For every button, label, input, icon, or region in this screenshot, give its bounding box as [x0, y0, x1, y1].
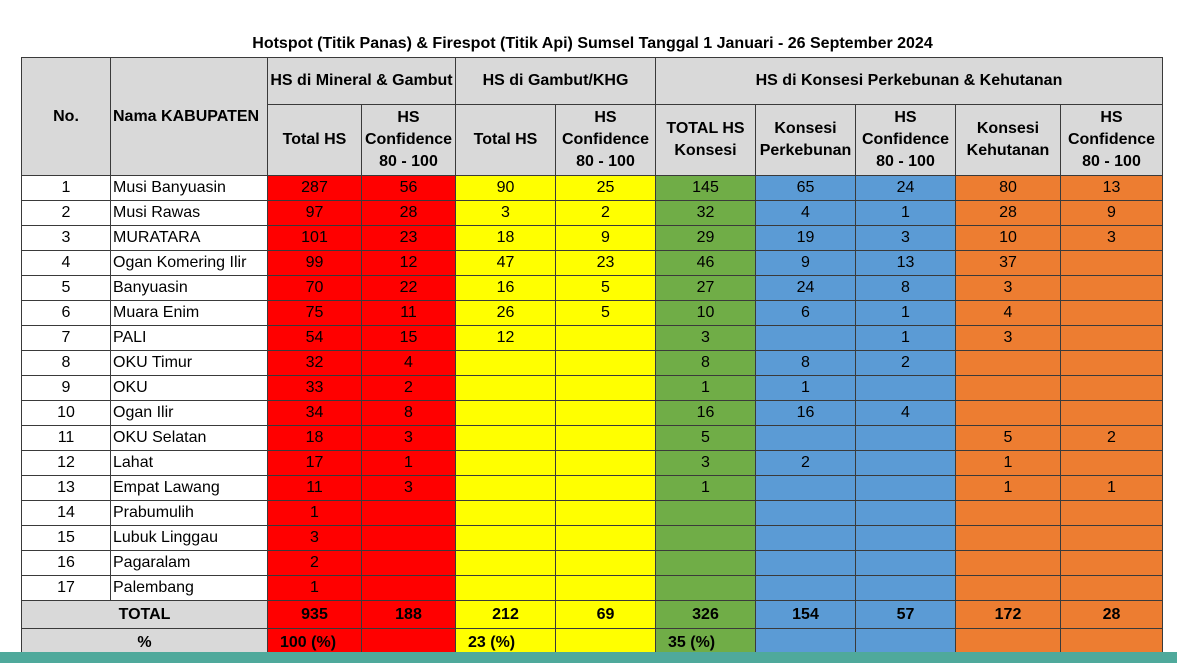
kabupaten-name: Lubuk Linggau [111, 526, 268, 551]
cell-perkebunan-conf [856, 526, 956, 551]
cell-mineral-conf: 11 [362, 301, 456, 326]
cell-perkebunan-conf: 1 [856, 301, 956, 326]
cell-gambut-conf: 2 [556, 201, 656, 226]
cell-gambut-conf [556, 476, 656, 501]
cell-mineral-total: 33 [268, 376, 362, 401]
header-mineral-conf: HS Confidence 80 - 100 [362, 105, 456, 176]
cell-mineral-total: 3 [268, 526, 362, 551]
cell-gambut-conf [556, 576, 656, 601]
row-number: 12 [22, 451, 111, 476]
header-konsesi-group: HS di Konsesi Perkebunan & Kehutanan [656, 58, 1163, 105]
row-number: 17 [22, 576, 111, 601]
total-mineral-total: 935 [268, 601, 362, 629]
cell-perkebunan-conf: 1 [856, 326, 956, 351]
cell-kehutanan-conf [1061, 401, 1163, 426]
cell-konsesi-kehutanan: 3 [956, 326, 1061, 351]
kabupaten-name: Prabumulih [111, 501, 268, 526]
table-row [22, 451, 1163, 476]
footer-bar [0, 652, 1177, 663]
cell-gambut-total: 18 [456, 226, 556, 251]
table-row [22, 326, 1163, 351]
cell-kehutanan-conf [1061, 351, 1163, 376]
table-row [22, 276, 1163, 301]
cell-mineral-conf: 1 [362, 451, 456, 476]
cell-konsesi-kehutanan [956, 376, 1061, 401]
cell-perkebunan-conf: 24 [856, 176, 956, 201]
cell-konsesi-perkebunan [756, 551, 856, 576]
cell-konsesi-kehutanan: 3 [956, 276, 1061, 301]
kabupaten-name: Palembang [111, 576, 268, 601]
percent-gambut-total: 23 (%) [456, 629, 556, 657]
cell-konsesi-total: 5 [656, 426, 756, 451]
kabupaten-name: Pagaralam [111, 551, 268, 576]
cell-mineral-total: 70 [268, 276, 362, 301]
cell-mineral-conf [362, 526, 456, 551]
percent-mineral-total: 100 (%) [268, 629, 362, 657]
cell-perkebunan-conf: 3 [856, 226, 956, 251]
kabupaten-name: Musi Banyuasin [111, 176, 268, 201]
cell-konsesi-kehutanan: 10 [956, 226, 1061, 251]
cell-konsesi-kehutanan: 5 [956, 426, 1061, 451]
cell-konsesi-total: 8 [656, 351, 756, 376]
cell-gambut-conf [556, 326, 656, 351]
cell-konsesi-perkebunan: 19 [756, 226, 856, 251]
cell-gambut-total: 90 [456, 176, 556, 201]
total-perkebunan-conf: 57 [856, 601, 956, 629]
cell-kehutanan-conf [1061, 451, 1163, 476]
cell-gambut-total: 47 [456, 251, 556, 276]
kabupaten-name: Ogan Ilir [111, 401, 268, 426]
cell-konsesi-total: 1 [656, 476, 756, 501]
cell-perkebunan-conf [856, 426, 956, 451]
kabupaten-name: Lahat [111, 451, 268, 476]
cell-mineral-conf: 2 [362, 376, 456, 401]
cell-gambut-conf [556, 376, 656, 401]
cell-mineral-total: 11 [268, 476, 362, 501]
cell-konsesi-total: 145 [656, 176, 756, 201]
cell-mineral-total: 97 [268, 201, 362, 226]
cell-mineral-total: 75 [268, 301, 362, 326]
table-row [22, 501, 1163, 526]
cell-kehutanan-conf: 13 [1061, 176, 1163, 201]
cell-perkebunan-conf [856, 501, 956, 526]
cell-konsesi-total: 3 [656, 451, 756, 476]
cell-gambut-total: 3 [456, 201, 556, 226]
cell-mineral-total: 18 [268, 426, 362, 451]
cell-konsesi-kehutanan: 80 [956, 176, 1061, 201]
kabupaten-name: Musi Rawas [111, 201, 268, 226]
cell-kehutanan-conf [1061, 551, 1163, 576]
total-row [22, 601, 1163, 629]
header-kehutanan-conf: HS Confidence 80 - 100 [1061, 105, 1163, 176]
cell-konsesi-kehutanan [956, 551, 1061, 576]
cell-konsesi-perkebunan [756, 501, 856, 526]
cell-konsesi-kehutanan: 1 [956, 476, 1061, 501]
total-konsesi-kehutanan: 172 [956, 601, 1061, 629]
table-row [22, 401, 1163, 426]
cell-gambut-total: 26 [456, 301, 556, 326]
cell-gambut-total [456, 351, 556, 376]
header-gambut-conf: HS Confidence 80 - 100 [556, 105, 656, 176]
cell-kehutanan-conf [1061, 376, 1163, 401]
cell-konsesi-kehutanan [956, 401, 1061, 426]
total-gambut-conf: 69 [556, 601, 656, 629]
cell-kehutanan-conf: 3 [1061, 226, 1163, 251]
cell-gambut-total [456, 576, 556, 601]
cell-perkebunan-conf: 2 [856, 351, 956, 376]
page-title: Hotspot (Titik Panas) & Firespot (Titik Api) Sumsel Tanggal 1 Januari - 26 September 2024 [252, 35, 933, 52]
cell-konsesi-perkebunan [756, 476, 856, 501]
cell-konsesi-kehutanan: 28 [956, 201, 1061, 226]
cell-konsesi-total [656, 526, 756, 551]
row-number: 16 [22, 551, 111, 576]
cell-konsesi-total: 32 [656, 201, 756, 226]
row-number: 3 [22, 226, 111, 251]
cell-gambut-total [456, 526, 556, 551]
cell-konsesi-total: 3 [656, 326, 756, 351]
cell-konsesi-perkebunan: 16 [756, 401, 856, 426]
cell-konsesi-kehutanan: 37 [956, 251, 1061, 276]
kabupaten-name: Empat Lawang [111, 476, 268, 501]
total-label: TOTAL [22, 601, 268, 629]
cell-mineral-total: 32 [268, 351, 362, 376]
hotspot-table [21, 57, 1163, 657]
cell-perkebunan-conf: 8 [856, 276, 956, 301]
cell-gambut-conf [556, 451, 656, 476]
table-row [22, 476, 1163, 501]
row-number: 1 [22, 176, 111, 201]
kabupaten-name: PALI [111, 326, 268, 351]
total-konsesi-total: 326 [656, 601, 756, 629]
table-row [22, 301, 1163, 326]
kabupaten-name: OKU Selatan [111, 426, 268, 451]
cell-kehutanan-conf [1061, 251, 1163, 276]
cell-mineral-conf: 4 [362, 351, 456, 376]
cell-gambut-conf [556, 526, 656, 551]
cell-perkebunan-conf [856, 576, 956, 601]
cell-gambut-total [456, 501, 556, 526]
header-no: No. [22, 58, 111, 176]
cell-konsesi-total: 1 [656, 376, 756, 401]
row-number: 5 [22, 276, 111, 301]
total-konsesi-perkebunan: 154 [756, 601, 856, 629]
cell-kehutanan-conf: 2 [1061, 426, 1163, 451]
cell-konsesi-total: 46 [656, 251, 756, 276]
cell-gambut-total [456, 401, 556, 426]
cell-gambut-total [456, 551, 556, 576]
kabupaten-name: MURATARA [111, 226, 268, 251]
cell-mineral-conf [362, 501, 456, 526]
cell-mineral-total: 34 [268, 401, 362, 426]
cell-konsesi-perkebunan [756, 526, 856, 551]
table-row [22, 526, 1163, 551]
cell-konsesi-kehutanan [956, 576, 1061, 601]
cell-gambut-total: 12 [456, 326, 556, 351]
total-mineral-conf: 188 [362, 601, 456, 629]
row-number: 7 [22, 326, 111, 351]
cell-konsesi-total: 27 [656, 276, 756, 301]
table-row [22, 201, 1163, 226]
cell-mineral-conf: 15 [362, 326, 456, 351]
cell-kehutanan-conf [1061, 301, 1163, 326]
cell-gambut-total [456, 451, 556, 476]
header-gambut-group: HS di Gambut/KHG [456, 58, 656, 105]
kabupaten-name: Muara Enim [111, 301, 268, 326]
header-konsesi-kehutanan: Konsesi Kehutanan [956, 105, 1061, 176]
cell-konsesi-perkebunan [756, 576, 856, 601]
cell-mineral-total: 1 [268, 501, 362, 526]
cell-mineral-conf: 8 [362, 401, 456, 426]
cell-kehutanan-conf [1061, 276, 1163, 301]
table-row [22, 576, 1163, 601]
header-perkebunan-conf: HS Confidence 80 - 100 [856, 105, 956, 176]
table-row [22, 351, 1163, 376]
kabupaten-name: OKU [111, 376, 268, 401]
row-number: 4 [22, 251, 111, 276]
table-row [22, 551, 1163, 576]
cell-konsesi-kehutanan [956, 526, 1061, 551]
table-row [22, 251, 1163, 276]
header-gambut-total: Total HS [456, 105, 556, 176]
cell-kehutanan-conf [1061, 326, 1163, 351]
cell-gambut-total [456, 476, 556, 501]
cell-perkebunan-conf: 4 [856, 401, 956, 426]
cell-kehutanan-conf [1061, 501, 1163, 526]
kabupaten-name: Banyuasin [111, 276, 268, 301]
cell-kehutanan-conf [1061, 526, 1163, 551]
cell-gambut-conf: 25 [556, 176, 656, 201]
cell-konsesi-perkebunan: 2 [756, 451, 856, 476]
cell-mineral-conf: 56 [362, 176, 456, 201]
cell-mineral-conf: 3 [362, 476, 456, 501]
cell-mineral-total: 287 [268, 176, 362, 201]
cell-mineral-conf: 22 [362, 276, 456, 301]
cell-konsesi-perkebunan: 4 [756, 201, 856, 226]
cell-konsesi-perkebunan: 9 [756, 251, 856, 276]
cell-konsesi-total: 16 [656, 401, 756, 426]
cell-kehutanan-conf [1061, 576, 1163, 601]
cell-mineral-total: 17 [268, 451, 362, 476]
cell-mineral-conf [362, 576, 456, 601]
cell-kehutanan-conf: 1 [1061, 476, 1163, 501]
cell-mineral-total: 54 [268, 326, 362, 351]
cell-perkebunan-conf: 1 [856, 201, 956, 226]
header-konsesi-total: TOTAL HS Konsesi [656, 105, 756, 176]
cell-mineral-total: 2 [268, 551, 362, 576]
cell-konsesi-perkebunan: 24 [756, 276, 856, 301]
cell-perkebunan-conf [856, 451, 956, 476]
row-number: 9 [22, 376, 111, 401]
cell-gambut-conf: 5 [556, 276, 656, 301]
cell-konsesi-kehutanan [956, 501, 1061, 526]
table-row [22, 376, 1163, 401]
row-number: 6 [22, 301, 111, 326]
cell-konsesi-total [656, 501, 756, 526]
row-number: 13 [22, 476, 111, 501]
cell-konsesi-total [656, 551, 756, 576]
table-row [22, 426, 1163, 451]
kabupaten-name: OKU Timur [111, 351, 268, 376]
cell-konsesi-total [656, 576, 756, 601]
cell-konsesi-total: 29 [656, 226, 756, 251]
row-number: 14 [22, 501, 111, 526]
total-kehutanan-conf: 28 [1061, 601, 1163, 629]
cell-gambut-conf [556, 426, 656, 451]
cell-mineral-conf: 28 [362, 201, 456, 226]
row-number: 2 [22, 201, 111, 226]
cell-konsesi-perkebunan [756, 326, 856, 351]
percent-label: % [22, 629, 268, 657]
cell-mineral-conf: 12 [362, 251, 456, 276]
cell-mineral-total: 1 [268, 576, 362, 601]
cell-gambut-total [456, 426, 556, 451]
table-row [22, 226, 1163, 251]
cell-gambut-total: 16 [456, 276, 556, 301]
cell-kehutanan-conf: 9 [1061, 201, 1163, 226]
cell-perkebunan-conf: 13 [856, 251, 956, 276]
cell-mineral-total: 101 [268, 226, 362, 251]
cell-gambut-conf: 9 [556, 226, 656, 251]
cell-gambut-conf: 5 [556, 301, 656, 326]
cell-konsesi-perkebunan: 6 [756, 301, 856, 326]
cell-mineral-conf [362, 551, 456, 576]
header-konsesi-perkebunan: Konsesi Perkebunan [756, 105, 856, 176]
cell-gambut-conf [556, 401, 656, 426]
cell-gambut-conf [556, 351, 656, 376]
cell-gambut-conf [556, 501, 656, 526]
header-kabupaten: Nama KABUPATEN [111, 58, 268, 176]
header-mineral-total: Total HS [268, 105, 362, 176]
cell-perkebunan-conf [856, 476, 956, 501]
cell-konsesi-perkebunan: 1 [756, 376, 856, 401]
cell-konsesi-kehutanan: 1 [956, 451, 1061, 476]
cell-gambut-total [456, 376, 556, 401]
total-gambut-total: 212 [456, 601, 556, 629]
cell-konsesi-total: 10 [656, 301, 756, 326]
cell-konsesi-perkebunan [756, 426, 856, 451]
cell-konsesi-perkebunan: 65 [756, 176, 856, 201]
kabupaten-name: Ogan Komering Ilir [111, 251, 268, 276]
cell-perkebunan-conf [856, 551, 956, 576]
row-number: 10 [22, 401, 111, 426]
cell-perkebunan-conf [856, 376, 956, 401]
percent-konsesi-total: 35 (%) [656, 629, 756, 657]
header-mineral-group: HS di Mineral & Gambut [268, 58, 456, 105]
cell-mineral-conf: 23 [362, 226, 456, 251]
table-row [22, 176, 1163, 201]
cell-konsesi-kehutanan: 4 [956, 301, 1061, 326]
cell-gambut-conf [556, 551, 656, 576]
row-number: 8 [22, 351, 111, 376]
row-number: 11 [22, 426, 111, 451]
row-number: 15 [22, 526, 111, 551]
cell-konsesi-kehutanan [956, 351, 1061, 376]
cell-mineral-conf: 3 [362, 426, 456, 451]
cell-konsesi-perkebunan: 8 [756, 351, 856, 376]
cell-gambut-conf: 23 [556, 251, 656, 276]
cell-mineral-total: 99 [268, 251, 362, 276]
